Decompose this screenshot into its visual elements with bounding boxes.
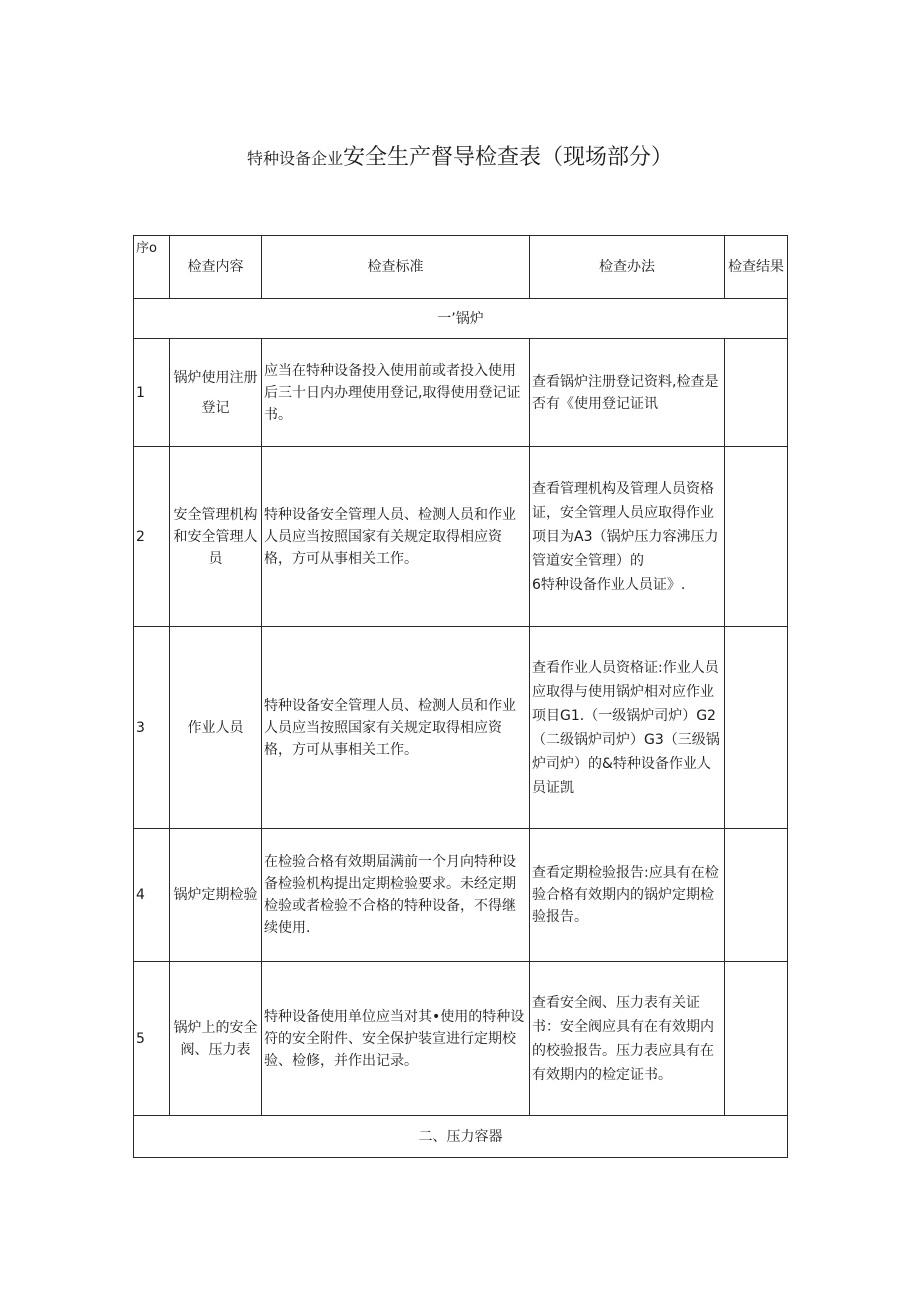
row-standard: 在检验合格有效期届满前一个月向特种设备检验机构提出定期检验要求。未经定期检验或者检验不合格的特种设备，不得继续使用.: [262, 829, 530, 962]
inspection-table: [133, 235, 788, 1158]
row-result: [725, 627, 788, 829]
row-method: 查看作业人员资格证:作业人员应取得与使用锅炉相对应作业项目G1.（一级锅炉司炉）G2（二级锅炉司炉）G3（三级锅炉司炉）的&特种设备作业人员证凯: [530, 627, 725, 829]
title-main: 安全生产督导检查表（现场部分）: [343, 145, 674, 170]
row-content: 安全管理机构和安全管理人员: [170, 447, 262, 627]
table-row: [134, 829, 788, 962]
row-content: 锅炉上的安全阀、压力表: [170, 962, 262, 1116]
row-method: 查看管理机构及管理人员资格证，安全管理人员应取得作业项目为A3（锅炉压力容沸压力管道安全管理）的 6特种设备作业人员证》.: [530, 447, 725, 627]
table-row: [134, 627, 788, 829]
page-title: [0, 140, 920, 171]
row-standard: 特种设备使用单位应当对其•使用的特种设符的安全附件、安全保护装宣进行定期校验、检修，并作出记录。: [262, 962, 530, 1116]
row-seq: 1: [134, 339, 170, 447]
row-seq: 3: [134, 627, 170, 829]
row-standard: 特种设备安全管理人员、检测人员和作业人员应当按照国家有关规定取得相应资格，方可从事相关工作。: [262, 447, 530, 627]
row-standard: 特种设备安全管理人员、检测人员和作业人员应当按照国家有关规定取得相应资格，方可从事相关工作。: [262, 627, 530, 829]
table-row: [134, 447, 788, 627]
header-row: [134, 236, 788, 299]
header-method: 检查办法: [530, 236, 725, 299]
header-seq: 序o: [134, 236, 170, 299]
header-result: 检查结果: [725, 236, 788, 299]
header-standard: 检查标准: [262, 236, 530, 299]
section-row: [134, 1116, 788, 1158]
section-title: 二、压力容器: [134, 1116, 788, 1158]
row-result: [725, 962, 788, 1116]
row-result: [725, 339, 788, 447]
row-seq: 4: [134, 829, 170, 962]
title-prefix: 特种设备企业: [246, 149, 343, 168]
section-row: [134, 299, 788, 339]
row-standard: 应当在特种设备投入使用前或者投入使用后三十日内办理使用登记,取得使用登记证书。: [262, 339, 530, 447]
row-content: 作业人员: [170, 627, 262, 829]
table-row: [134, 339, 788, 447]
header-content: 检查内容: [170, 236, 262, 299]
row-content: 锅炉定期检验: [170, 829, 262, 962]
row-result: [725, 829, 788, 962]
table-row: [134, 962, 788, 1116]
row-result: [725, 447, 788, 627]
row-method: 查看定期检验报告:应具有在检验合格有效期内的锅炉定期检验报告。: [530, 829, 725, 962]
row-seq: 2: [134, 447, 170, 627]
section-title: 一’锅炉: [134, 299, 788, 339]
row-method: 查看安全阀、压力表有关证书：安全阀应具有在有效期内的校验报告。压力表应具有在有效期内的检定证书。: [530, 962, 725, 1116]
row-method: 查看锅炉注册登记资料,检查是否有《使用登记证讯: [530, 339, 725, 447]
row-content: 锅炉使用注册登记: [170, 339, 262, 447]
row-seq: 5: [134, 962, 170, 1116]
